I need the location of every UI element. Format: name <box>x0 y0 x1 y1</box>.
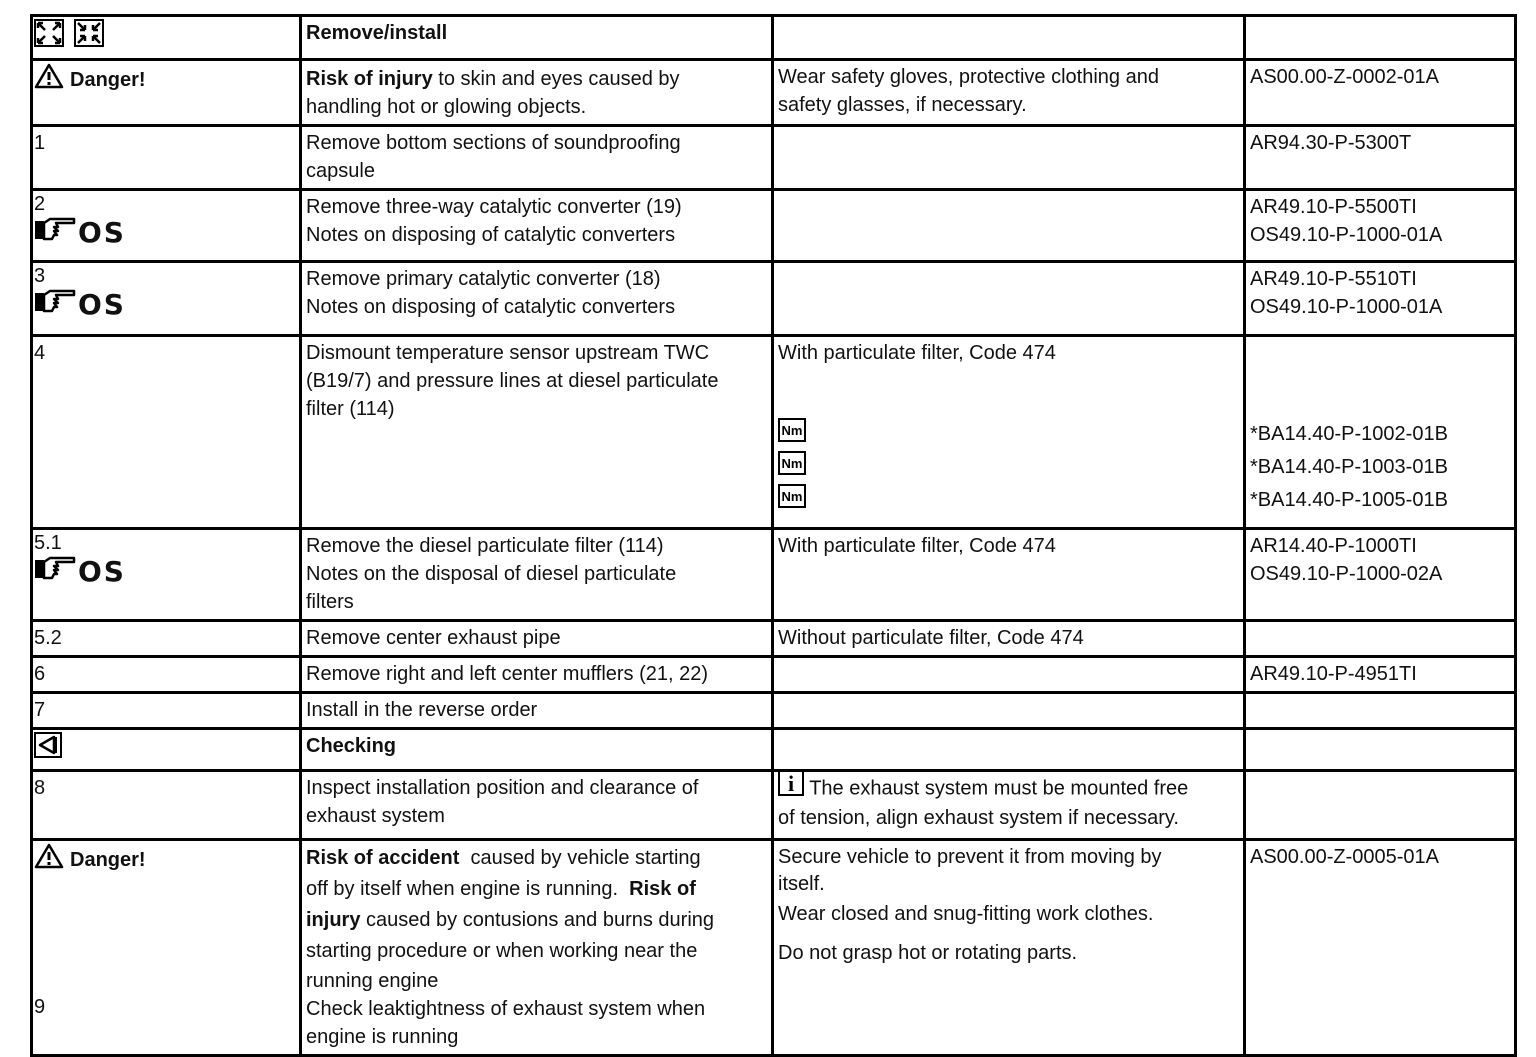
ref-link[interactable]: AR49.10-P-5500TI <box>1250 196 1417 218</box>
step-text: Remove the diesel particulate filter (114) <box>306 535 664 557</box>
step-number-cell <box>32 190 301 262</box>
risk-bold: Risk of injury <box>306 68 433 90</box>
remark-line: Wear safety gloves, protective clothing and <box>778 66 1159 88</box>
ref-link[interactable]: AR49.10-P-4951TI <box>1245 657 1516 693</box>
step-number-cell <box>32 262 301 336</box>
info-icon-glyph: i <box>787 771 795 796</box>
risk-text: running engine <box>306 970 439 992</box>
step-row <box>32 336 1516 529</box>
expand-icon[interactable] <box>34 19 64 55</box>
danger-cell <box>32 60 301 126</box>
empty-cell <box>1245 16 1516 60</box>
os-label[interactable]: OS <box>78 555 126 588</box>
step-row <box>32 693 1516 729</box>
ref-cell <box>1245 336 1516 529</box>
step-number: 2 <box>34 193 46 215</box>
header-row <box>32 16 1516 60</box>
os-label[interactable]: OS <box>78 288 126 321</box>
step-row <box>32 190 1516 262</box>
danger-description <box>301 60 773 126</box>
step-description: Install in the reverse order <box>301 693 773 729</box>
step-text: Check leaktightness of exhaust system when <box>306 998 706 1020</box>
step-text: Dismount temperature sensor upstream TWC <box>306 342 710 364</box>
risk-text: caused by vehicle starting <box>459 847 701 869</box>
step-number: 1 <box>32 126 301 190</box>
step-description: Remove right and left center mufflers (21, 22) <box>301 657 773 693</box>
step-number: 9 <box>34 996 46 1018</box>
remark-line: The exhaust system must be mounted free <box>804 777 1189 800</box>
danger-cell <box>32 840 301 1056</box>
danger-remark <box>773 60 1245 126</box>
warning-triangle-icon <box>34 63 64 97</box>
empty-cell <box>1245 693 1516 729</box>
pointing-hand-icon[interactable] <box>34 287 76 323</box>
step-number: 3 <box>34 265 46 287</box>
procedure-table <box>30 14 1517 1057</box>
danger-row <box>32 60 1516 126</box>
empty-cell <box>1245 729 1516 771</box>
step-description <box>301 771 773 840</box>
danger-row <box>32 840 1516 1056</box>
step-remark <box>773 336 1245 529</box>
ref-link[interactable]: AS00.00-Z-0002-01A <box>1245 60 1516 126</box>
step-row <box>32 771 1516 840</box>
step-number: 8 <box>32 771 301 840</box>
risk-text: caused by contusions and burns during <box>360 909 715 931</box>
ref-link[interactable]: OS49.10-P-1000-01A <box>1250 224 1443 246</box>
step-text: Remove three-way catalytic converter (19) <box>306 196 682 218</box>
torque-icon[interactable] <box>778 418 806 450</box>
ref-link[interactable]: *BA14.40-P-1003-01B <box>1250 455 1448 478</box>
risk-text-line: handling hot or glowing objects. <box>306 96 587 118</box>
pointing-hand-icon[interactable] <box>34 554 76 590</box>
collapse-icon[interactable] <box>74 19 104 55</box>
os-label[interactable]: OS <box>78 215 126 249</box>
step-description: Remove center exhaust pipe <box>301 621 773 657</box>
step-number: 6 <box>32 657 301 693</box>
step-text: exhaust system <box>306 805 445 827</box>
warning-triangle-icon <box>34 843 64 877</box>
risk-bold: Risk of accident <box>306 847 460 869</box>
remark-line: of tension, align exhaust system if necessary. <box>778 807 1179 829</box>
step-description <box>301 262 773 336</box>
step-number: 4 <box>32 336 301 529</box>
remark-line: safety glasses, if necessary. <box>778 94 1027 116</box>
danger-label: Danger! <box>70 849 146 871</box>
torque-icon[interactable] <box>778 451 806 483</box>
empty-cell <box>773 126 1245 190</box>
step-remark: With particulate filter, Code 474 <box>773 529 1245 621</box>
header-icons-cell <box>32 16 301 60</box>
step-remark <box>773 771 1245 840</box>
danger-description <box>301 840 773 1056</box>
step-description <box>301 336 773 529</box>
danger-label: Danger! <box>70 69 146 91</box>
remark-line: itself. <box>778 873 825 895</box>
empty-cell <box>773 16 1245 60</box>
step-text: Notes on the disposal of diesel particulate <box>306 563 677 585</box>
step-remark: Without particulate filter, Code 474 <box>773 621 1245 657</box>
remark-line: Secure vehicle to prevent it from moving by <box>778 846 1162 868</box>
empty-cell <box>773 693 1245 729</box>
ref-link[interactable]: AR49.10-P-5510TI <box>1250 268 1417 290</box>
ref-cell <box>1245 190 1516 262</box>
ref-link[interactable]: AR14.40-P-1000TI <box>1250 535 1417 557</box>
empty-cell <box>1245 771 1516 840</box>
step-row <box>32 262 1516 336</box>
step-text: filters <box>306 591 354 613</box>
step-row <box>32 621 1516 657</box>
step-row <box>32 529 1516 621</box>
checking-row <box>32 729 1516 771</box>
risk-text: off by itself when engine is running. <box>306 878 630 900</box>
step-text: filter (114) <box>306 398 395 420</box>
ref-link[interactable]: AS00.00-Z-0005-01A <box>1245 840 1516 1056</box>
triangle-left-icon[interactable] <box>34 732 62 766</box>
checking-icon-cell <box>32 729 301 771</box>
step-description <box>301 529 773 621</box>
ref-cell <box>1245 529 1516 621</box>
ref-link[interactable]: *BA14.40-P-1002-01B <box>1250 422 1448 445</box>
step-number-cell <box>32 529 301 621</box>
step-description <box>301 190 773 262</box>
step-number: 5.2 <box>32 621 301 657</box>
step-number: 5.1 <box>34 532 62 554</box>
step-text: Inspect installation position and clearance of <box>306 777 699 799</box>
info-icon[interactable] <box>778 771 804 805</box>
empty-cell <box>773 190 1245 262</box>
torque-icon[interactable] <box>778 484 806 516</box>
torque-label: Nm <box>781 422 803 438</box>
step-row <box>32 126 1516 190</box>
step-description <box>301 126 773 190</box>
step-text: capsule <box>306 160 375 182</box>
empty-cell <box>773 729 1245 771</box>
remark-line: Do not grasp hot or rotating parts. <box>778 942 1078 964</box>
step-text: (B19/7) and pressure lines at diesel particulate <box>306 370 719 392</box>
empty-cell <box>773 262 1245 336</box>
torque-label: Nm <box>781 455 803 471</box>
risk-bold: injury <box>306 909 361 931</box>
ref-link[interactable]: OS49.10-P-1000-02A <box>1250 563 1443 585</box>
torque-label: Nm <box>781 488 803 504</box>
step-text: Remove primary catalytic converter (18) <box>306 268 661 290</box>
empty-cell <box>1245 621 1516 657</box>
section-title: Checking <box>301 729 773 771</box>
empty-cell <box>773 657 1245 693</box>
step-text: Notes on disposing of catalytic converters <box>306 296 676 318</box>
step-text: Notes on disposing of catalytic converters <box>306 224 676 246</box>
remark-line: With particulate filter, Code 474 <box>778 342 1056 364</box>
step-text: engine is running <box>306 1026 459 1048</box>
risk-text: starting procedure or when working near the <box>306 940 698 962</box>
ref-link[interactable]: AR94.30-P-5300T <box>1245 126 1516 190</box>
danger-remark <box>773 840 1245 1056</box>
step-number: 7 <box>32 693 301 729</box>
ref-link[interactable]: *BA14.40-P-1005-01B <box>1250 488 1448 511</box>
risk-bold: Risk of <box>629 878 696 900</box>
ref-link[interactable]: OS49.10-P-1000-01A <box>1250 296 1443 318</box>
ref-cell <box>1245 262 1516 336</box>
risk-text: to skin and eyes caused by <box>432 68 680 90</box>
remark-line: Wear closed and snug-fitting work clothes. <box>778 903 1154 925</box>
step-text: Remove bottom sections of soundproofing <box>306 132 681 154</box>
pointing-hand-icon[interactable] <box>34 215 76 250</box>
step-row <box>32 657 1516 693</box>
section-title: Remove/install <box>301 16 773 60</box>
